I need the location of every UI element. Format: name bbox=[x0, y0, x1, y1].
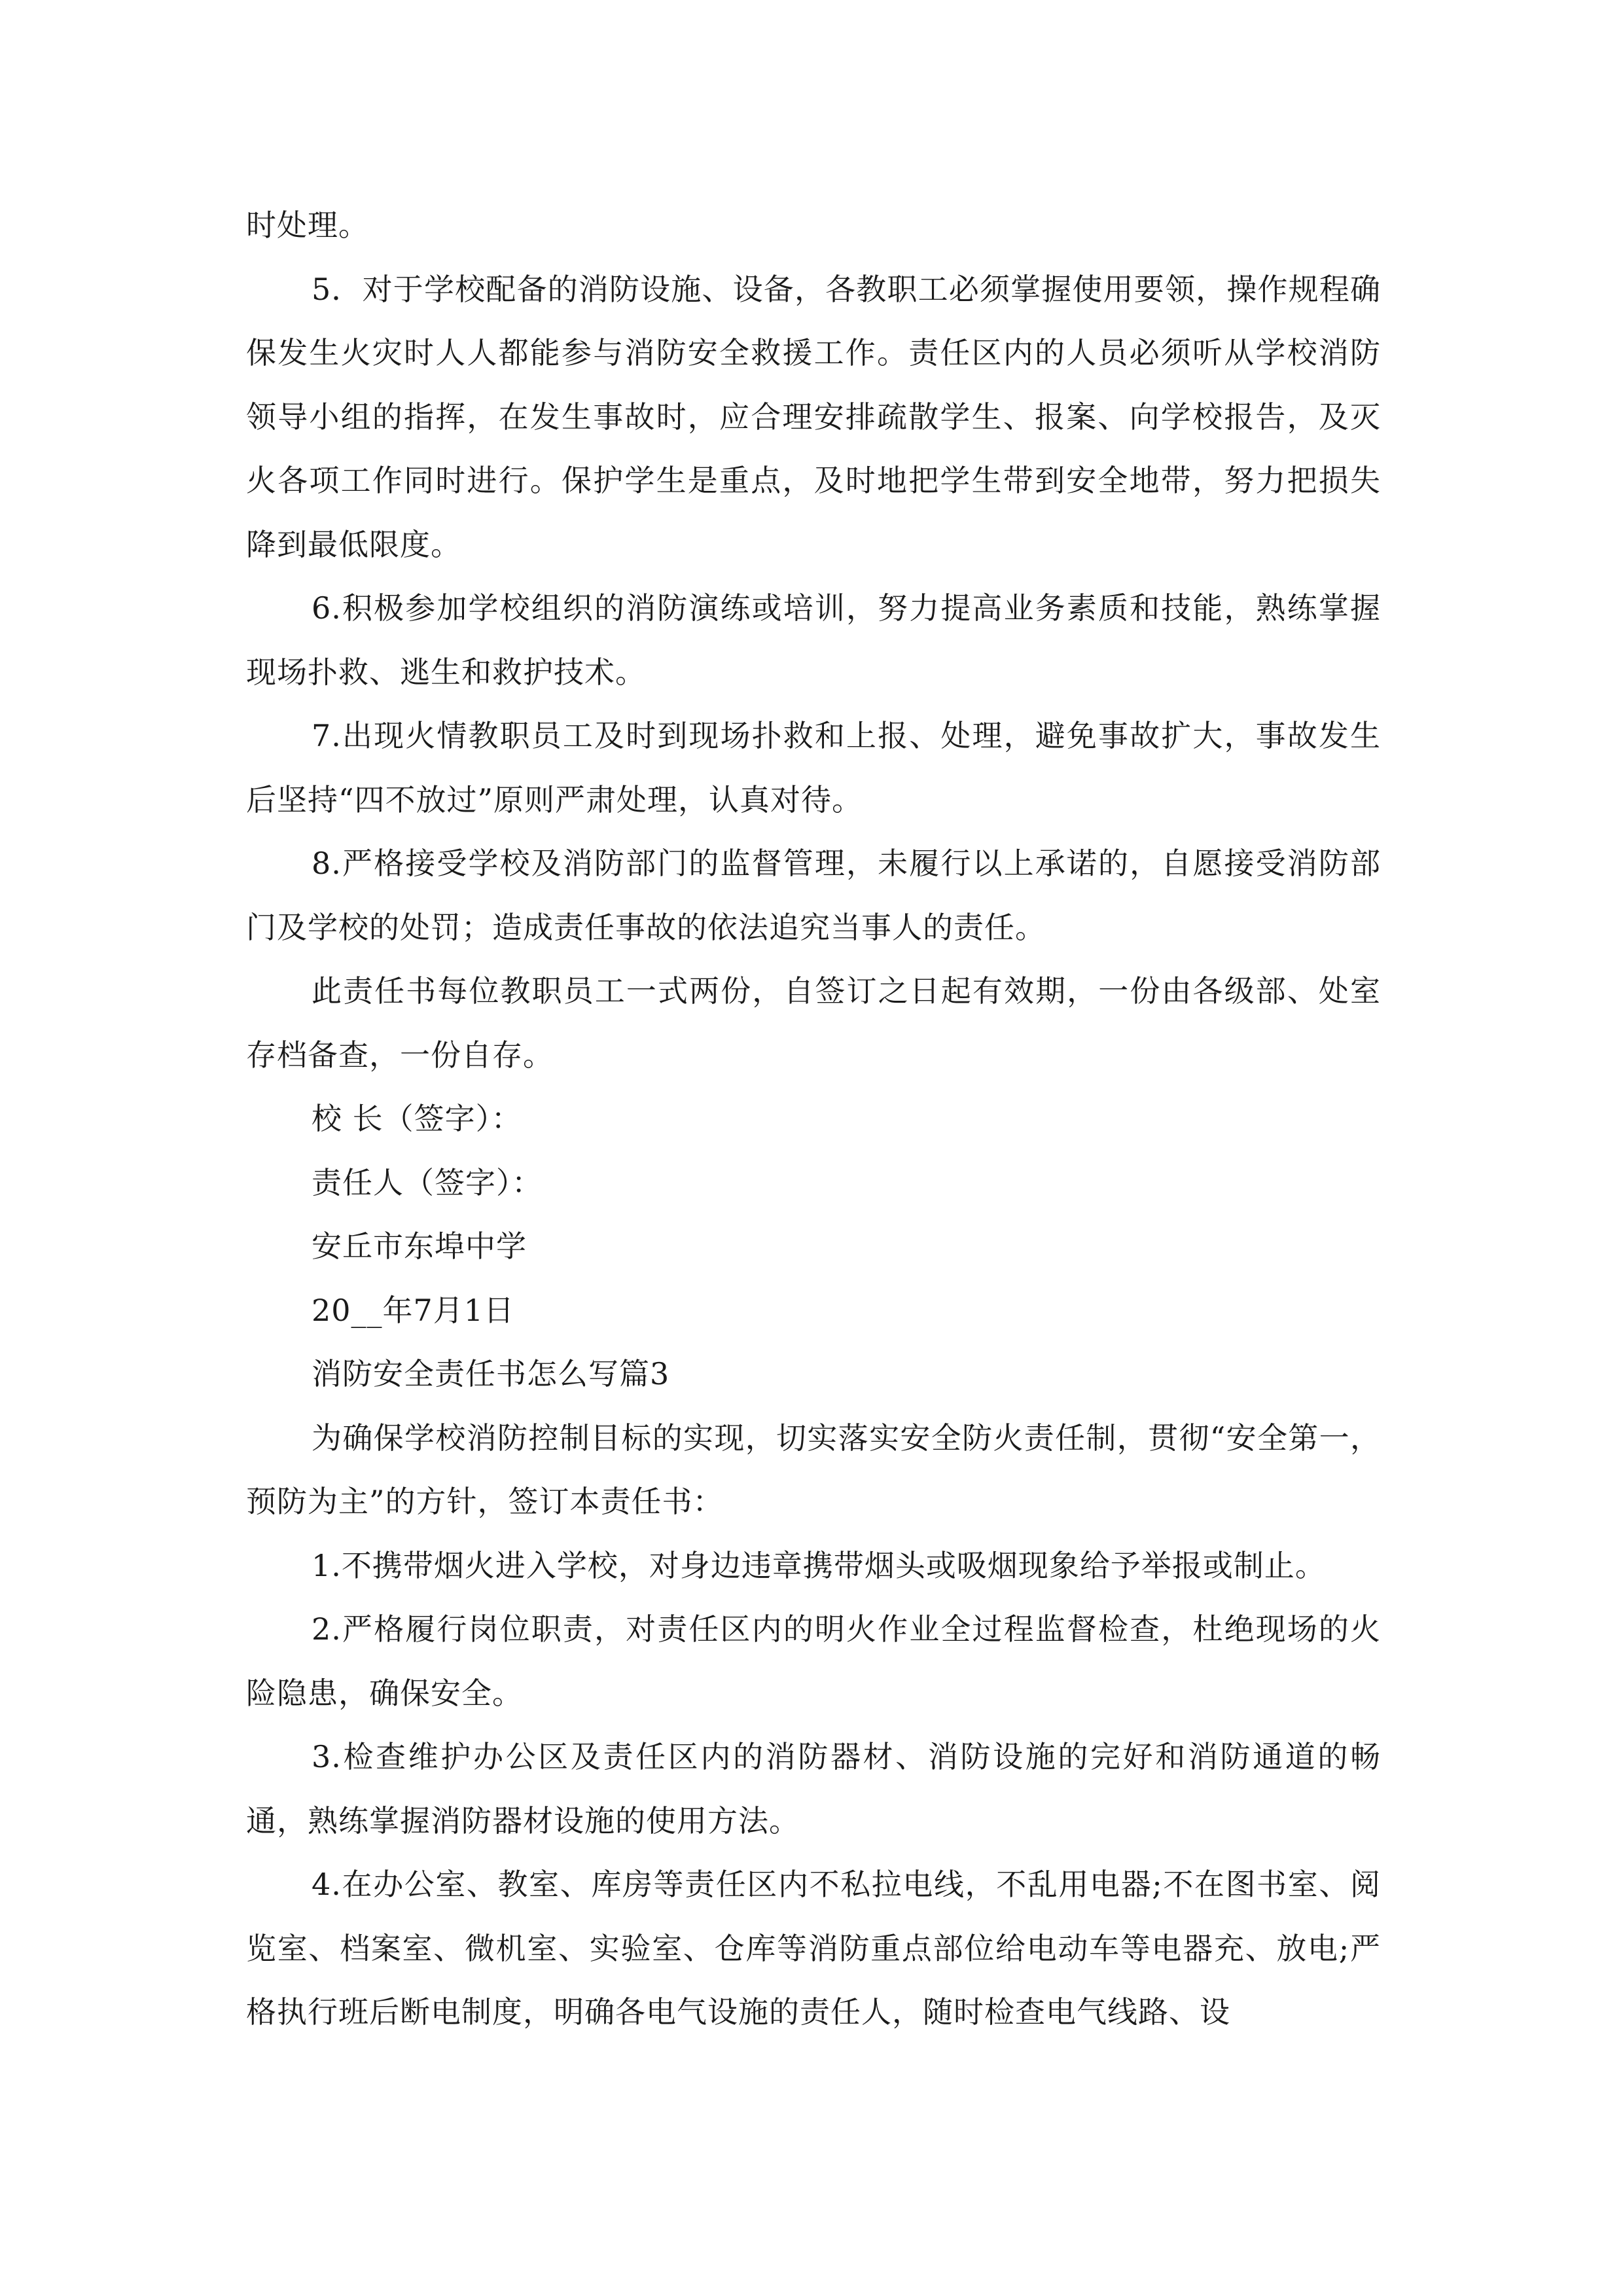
paragraph-rule-2: 2.严格履行岗位职责，对责任区内的明火作业全过程监督检查，杜绝现场的火险隐患，确保安全。 bbox=[246, 1611, 1381, 1711]
paragraph-validity: 此责任书每位教职员工一式两份，自签订之日起有效期，一份由各级部、处室存档备查，一份自存。 bbox=[246, 973, 1381, 1073]
paragraph-item-6: 6.积极参加学校组织的消防演练或培训，努力提高业务素质和技能，熟练掌握现场扑救、逃生和救护技术。 bbox=[246, 590, 1381, 690]
signature-principal: 校 长（签字）： bbox=[312, 1101, 522, 1136]
document-body bbox=[246, 194, 1381, 2045]
paragraph-item-7: 7.出现火情教职员工及时到现场扑救和上报、处理，避免事故扩大，事故发生后坚持“四不放过”原则严肃处理，认真对待。 bbox=[246, 718, 1381, 817]
paragraph-item-8: 8.严格接受学校及消防部门的监督管理，未履行以上承诺的，自愿接受消防部门及学校的处罚；造成责任事故的依法追究当事人的责任。 bbox=[246, 846, 1381, 945]
document-date: 20__年7月1日 bbox=[312, 1292, 515, 1328]
school-name: 安丘市东埠中学 bbox=[312, 1229, 527, 1264]
paragraph-rule-1: 1.不携带烟火进入学校，对身边违章携带烟头或吸烟现象给予举报或制止。 bbox=[312, 1547, 1326, 1583]
paragraph-continuation: 时处理。 bbox=[246, 207, 369, 243]
signature-responsible-person: 责任人（签字）： bbox=[312, 1164, 543, 1200]
paragraph-item-5: 5．对于学校配备的消防设施、设备，各教职工必须掌握使用要领，操作规程确保发生火灾时人人都能参与消防安全救援工作。责任区内的人员必须听从学校消防领导小组的指挥，在发生事故时，应合理安排疏散学生、报案、向学校报告，及灭火各项工作同时进行。保护学生是重点，及时地把学生带到安全地带，努力把损失降到最低限度。 bbox=[246, 271, 1381, 562]
paragraph-rule-4: 4.在办公室、教室、库房等责任区内不私拉电线，不乱用电器;不在图书室、阅览室、档案室、微机室、实验室、仓库等消防重点部位给电动车等电器充、放电;严格执行班后断电制度，明确各电气设施的责任人，随时检查电气线路、设 bbox=[246, 1867, 1381, 2030]
paragraph-intro: 为确保学校消防控制目标的实现，切实落实安全防火责任制，贯彻“安全第一，预防为主”的方针，签订本责任书： bbox=[246, 1420, 1381, 1519]
paragraph-rule-3: 3.检查维护办公区及责任区内的消防器材、消防设施的完好和消防通道的畅通，熟练掌握消防器材设施的使用方法。 bbox=[246, 1739, 1381, 1839]
section-heading: 消防安全责任书怎么写篇3 bbox=[312, 1356, 670, 1391]
